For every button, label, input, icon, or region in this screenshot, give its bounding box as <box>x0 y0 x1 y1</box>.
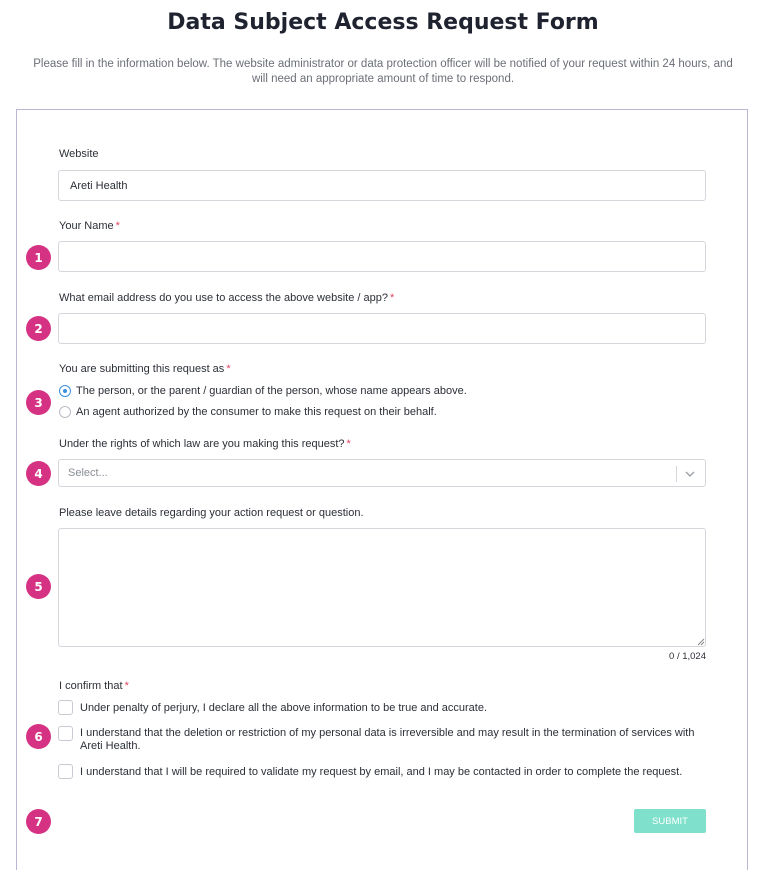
confirm-item-perjury[interactable] <box>58 700 718 715</box>
step-marker-7: 7 <box>26 809 51 834</box>
checkbox[interactable] <box>58 764 73 779</box>
details-label: Please leave details regarding your action request or question. <box>59 507 364 519</box>
required-asterisk: * <box>389 292 395 304</box>
law-select[interactable] <box>58 459 706 487</box>
website-input[interactable] <box>58 170 706 201</box>
confirm-label: I confirm that * <box>59 680 129 692</box>
name-input[interactable] <box>58 241 706 272</box>
law-select-placeholder: Select... <box>68 467 108 479</box>
email-label: What email address do you use to access the above website / app? * <box>59 292 395 304</box>
step-marker-3: 3 <box>26 390 51 415</box>
radio-option-person[interactable] <box>59 384 467 398</box>
step-marker-2: 2 <box>26 316 51 341</box>
resize-grip-icon[interactable] <box>697 638 705 646</box>
form-container <box>16 109 748 870</box>
checkbox-label: Under penalty of perjury, I declare all the above information to be true and accurate. <box>80 702 488 714</box>
website-label: Website <box>59 148 99 160</box>
confirm-item-deletion[interactable] <box>58 726 708 753</box>
submitting-as-label: You are submitting this request as * <box>59 363 231 375</box>
step-marker-1: 1 <box>26 245 51 270</box>
checkbox-label: I understand that the deletion or restriction of my personal data is irreversible and may result in the termination of services with Areti Health. <box>80 727 695 752</box>
required-asterisk: * <box>124 680 129 692</box>
checkbox[interactable] <box>58 726 73 741</box>
email-input[interactable] <box>58 313 706 344</box>
radio-button-selected[interactable] <box>59 385 71 397</box>
checkbox-label: I understand that I will be required to validate my request by email, and I may be contacted in order to complete the request. <box>80 766 683 778</box>
step-marker-5: 5 <box>26 574 51 599</box>
character-counter: 0 / 1,024 <box>669 651 706 662</box>
chevron-down-icon[interactable] <box>684 468 696 480</box>
page-title: Data Subject Access Request Form <box>167 10 599 35</box>
step-marker-6: 6 <box>26 724 51 749</box>
required-asterisk: * <box>226 363 231 375</box>
required-asterisk: * <box>346 438 351 450</box>
radio-button[interactable] <box>59 406 71 418</box>
checkbox[interactable] <box>58 700 73 715</box>
confirm-item-validate[interactable] <box>58 764 718 779</box>
step-marker-4: 4 <box>26 461 51 486</box>
radio-option-agent[interactable] <box>59 405 437 419</box>
radio-option-label: The person, or the parent / guardian of the person, whose name appears above. <box>76 385 467 397</box>
select-divider <box>676 466 677 482</box>
radio-option-label: An agent authorized by the consumer to make this request on their behalf. <box>76 406 437 418</box>
required-asterisk: * <box>115 220 120 232</box>
law-label: Under the rights of which law are you making this request? * <box>59 438 351 450</box>
submit-button[interactable]: SUBMIT <box>634 809 706 833</box>
intro-text: Please fill in the information below. The website administrator or data protection officer will be notified of your request within 24 hours, and will need an appropriate amount of time to respond. <box>33 58 733 85</box>
details-textarea[interactable] <box>58 528 706 647</box>
name-label: Your Name * <box>59 220 120 232</box>
